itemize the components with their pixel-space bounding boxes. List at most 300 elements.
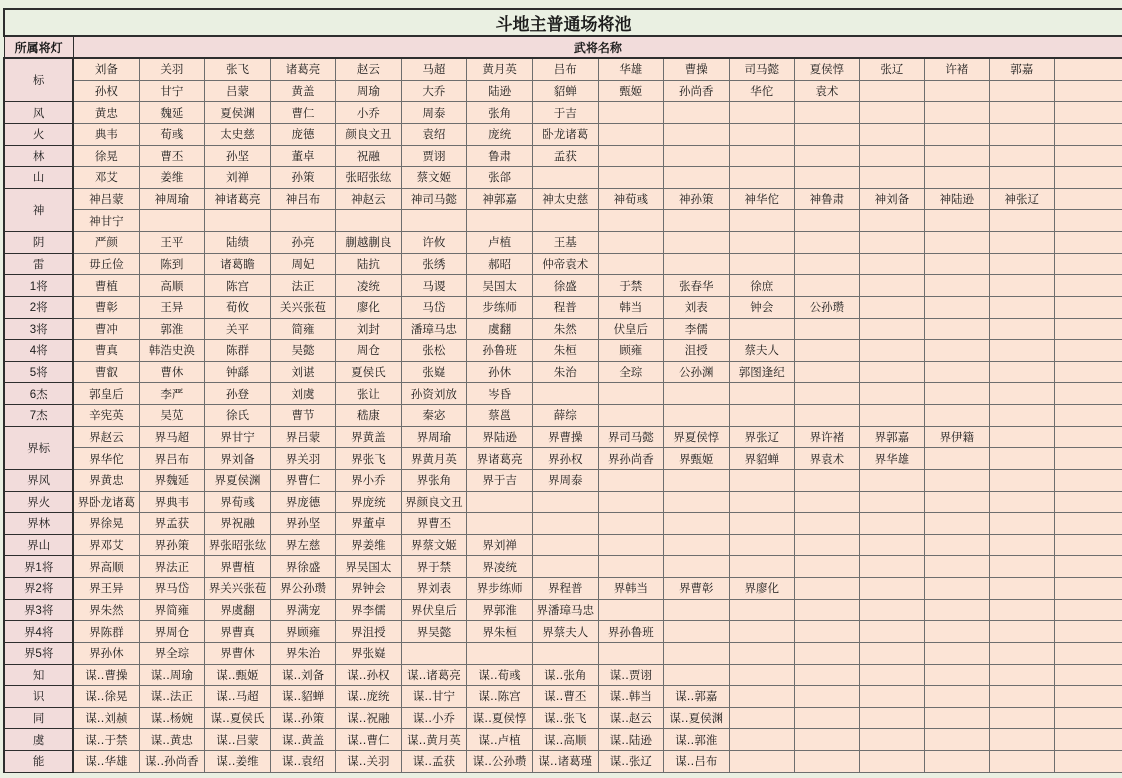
empty-cell bbox=[663, 167, 729, 189]
empty-cell bbox=[532, 556, 598, 578]
general-cell: 公孙渊 bbox=[663, 361, 729, 383]
general-cell: 袁绍 bbox=[401, 123, 467, 145]
general-cell: 神郭嘉 bbox=[467, 188, 533, 210]
general-cell: 界徐盛 bbox=[270, 556, 335, 578]
empty-cell bbox=[924, 642, 989, 664]
empty-cell bbox=[1054, 556, 1122, 578]
general-cell: 神周瑜 bbox=[139, 188, 205, 210]
empty-cell bbox=[663, 383, 729, 405]
empty-cell bbox=[663, 405, 729, 427]
general-cell: 孙休 bbox=[467, 361, 533, 383]
empty-cell bbox=[729, 253, 794, 275]
empty-cell bbox=[859, 556, 924, 578]
general-cell: 朱桓 bbox=[532, 340, 598, 362]
general-cell: 谋‥曹操 bbox=[73, 664, 139, 686]
empty-cell bbox=[989, 686, 1054, 708]
empty-cell bbox=[663, 102, 729, 124]
general-cell: 周仓 bbox=[336, 340, 401, 362]
general-cell: 界庞统 bbox=[336, 491, 401, 513]
empty-cell bbox=[598, 123, 663, 145]
general-cell: 谋‥黄月英 bbox=[401, 729, 467, 751]
general-cell: 廖化 bbox=[336, 296, 401, 318]
empty-cell bbox=[989, 426, 1054, 448]
empty-cell bbox=[989, 340, 1054, 362]
general-cell: 黄盖 bbox=[270, 80, 335, 102]
general-cell: 神荀彧 bbox=[598, 188, 663, 210]
general-cell: 界夏侯惇 bbox=[663, 426, 729, 448]
general-cell: 谋‥袁绍 bbox=[270, 751, 335, 773]
empty-cell bbox=[794, 167, 859, 189]
table-row bbox=[4, 232, 1122, 254]
general-cell: 贾诩 bbox=[401, 145, 467, 167]
general-cell: 界沮授 bbox=[336, 621, 401, 643]
general-cell: 马超 bbox=[401, 58, 467, 80]
general-cell: 谋‥于禁 bbox=[73, 729, 139, 751]
empty-cell bbox=[401, 642, 467, 664]
empty-cell bbox=[663, 145, 729, 167]
general-cell: 神赵云 bbox=[336, 188, 401, 210]
empty-cell bbox=[989, 729, 1054, 751]
empty-cell bbox=[859, 102, 924, 124]
general-cell: 岑昏 bbox=[467, 383, 533, 405]
general-cell: 界关羽 bbox=[270, 448, 335, 470]
general-cell: 魏延 bbox=[139, 102, 205, 124]
empty-cell bbox=[729, 621, 794, 643]
empty-cell bbox=[989, 599, 1054, 621]
general-cell: 辛宪英 bbox=[73, 405, 139, 427]
general-cell: 姜维 bbox=[139, 167, 205, 189]
general-cell: 郭皇后 bbox=[73, 383, 139, 405]
general-cell: 周泰 bbox=[401, 102, 467, 124]
general-cell: 谋‥杨婉 bbox=[139, 707, 205, 729]
empty-cell bbox=[989, 232, 1054, 254]
empty-cell bbox=[924, 275, 989, 297]
empty-cell bbox=[989, 448, 1054, 470]
general-cell: 刘禅 bbox=[205, 167, 271, 189]
general-cell: 界伊籍 bbox=[924, 426, 989, 448]
empty-cell bbox=[794, 707, 859, 729]
table-row bbox=[4, 664, 1122, 686]
general-cell: 神华佗 bbox=[729, 188, 794, 210]
table-row bbox=[4, 210, 1122, 232]
general-cell: 谋‥马超 bbox=[205, 686, 271, 708]
general-cell: 关羽 bbox=[139, 58, 205, 80]
empty-cell bbox=[1054, 102, 1122, 124]
empty-cell bbox=[989, 80, 1054, 102]
empty-cell bbox=[859, 642, 924, 664]
empty-cell bbox=[924, 664, 989, 686]
empty-cell bbox=[598, 556, 663, 578]
empty-cell bbox=[924, 534, 989, 556]
general-cell: 高顺 bbox=[139, 275, 205, 297]
general-cell: 谋‥庞统 bbox=[336, 686, 401, 708]
general-cell: 界马超 bbox=[139, 426, 205, 448]
empty-cell bbox=[663, 491, 729, 513]
empty-cell bbox=[794, 621, 859, 643]
empty-cell bbox=[794, 405, 859, 427]
empty-cell bbox=[924, 556, 989, 578]
empty-cell bbox=[924, 145, 989, 167]
table-row bbox=[4, 513, 1122, 535]
general-cell: 曹冲 bbox=[73, 318, 139, 340]
general-cell: 华雄 bbox=[598, 58, 663, 80]
empty-cell bbox=[794, 664, 859, 686]
empty-cell bbox=[729, 707, 794, 729]
general-cell: 界于吉 bbox=[467, 469, 533, 491]
empty-cell bbox=[794, 210, 859, 232]
general-cell: 刘备 bbox=[73, 58, 139, 80]
general-cell: 秦宓 bbox=[401, 405, 467, 427]
empty-cell bbox=[663, 664, 729, 686]
general-cell: 界张飞 bbox=[336, 448, 401, 470]
empty-cell bbox=[859, 664, 924, 686]
general-cell: 甄姬 bbox=[598, 80, 663, 102]
table-row bbox=[4, 145, 1122, 167]
general-cell: 卧龙诸葛 bbox=[532, 123, 598, 145]
group-label: 火 bbox=[4, 123, 73, 145]
general-cell: 神吕布 bbox=[270, 188, 335, 210]
empty-cell bbox=[598, 642, 663, 664]
empty-cell bbox=[924, 469, 989, 491]
group-label: 同 bbox=[4, 707, 73, 729]
empty-cell bbox=[859, 167, 924, 189]
empty-cell bbox=[1054, 275, 1122, 297]
empty-cell bbox=[924, 383, 989, 405]
general-cell: 祝融 bbox=[336, 145, 401, 167]
general-cell: 界貂蝉 bbox=[729, 448, 794, 470]
empty-cell bbox=[924, 491, 989, 513]
general-cell: 董卓 bbox=[270, 145, 335, 167]
empty-cell bbox=[729, 686, 794, 708]
general-cell: 界刘备 bbox=[205, 448, 271, 470]
table-row bbox=[4, 405, 1122, 427]
general-cell: 钟会 bbox=[729, 296, 794, 318]
general-cell: 朱然 bbox=[532, 318, 598, 340]
empty-cell bbox=[859, 578, 924, 600]
table-row bbox=[4, 686, 1122, 708]
empty-cell bbox=[1054, 145, 1122, 167]
page-title: 斗地主普通场将池 bbox=[4, 9, 1122, 36]
general-cell: 嵇康 bbox=[336, 405, 401, 427]
general-cell: 界孟获 bbox=[139, 513, 205, 535]
empty-cell bbox=[532, 513, 598, 535]
general-cell: 谋‥貂蝉 bbox=[270, 686, 335, 708]
general-cell: 界张角 bbox=[401, 469, 467, 491]
general-cell: 陆绩 bbox=[205, 232, 271, 254]
general-cell: 谋‥公孙瓒 bbox=[467, 751, 533, 773]
empty-cell bbox=[924, 253, 989, 275]
general-cell: 刘表 bbox=[663, 296, 729, 318]
general-cell: 张郃 bbox=[467, 167, 533, 189]
general-cell: 于吉 bbox=[532, 102, 598, 124]
general-cell: 王基 bbox=[532, 232, 598, 254]
general-cell: 谋‥韩当 bbox=[598, 686, 663, 708]
empty-cell bbox=[1054, 167, 1122, 189]
empty-cell bbox=[924, 167, 989, 189]
empty-cell bbox=[794, 491, 859, 513]
empty-cell bbox=[729, 469, 794, 491]
general-cell: 张昭张纮 bbox=[336, 167, 401, 189]
empty-cell bbox=[663, 513, 729, 535]
general-cell: 凌统 bbox=[336, 275, 401, 297]
general-cell: 界华雄 bbox=[859, 448, 924, 470]
empty-cell bbox=[1054, 296, 1122, 318]
empty-cell bbox=[989, 534, 1054, 556]
general-cell: 界邓艾 bbox=[73, 534, 139, 556]
empty-cell bbox=[794, 729, 859, 751]
table-row bbox=[4, 751, 1122, 773]
general-cell: 谋‥孙策 bbox=[270, 707, 335, 729]
general-cell: 界庞德 bbox=[270, 491, 335, 513]
group-label: 山 bbox=[4, 167, 73, 189]
empty-cell bbox=[859, 621, 924, 643]
general-cell: 界关兴张苞 bbox=[205, 578, 271, 600]
empty-cell bbox=[794, 556, 859, 578]
empty-cell bbox=[1054, 123, 1122, 145]
general-cell: 神诸葛亮 bbox=[205, 188, 271, 210]
empty-cell bbox=[1054, 80, 1122, 102]
general-cell: 谋‥诸葛亮 bbox=[401, 664, 467, 686]
title-row bbox=[4, 9, 1122, 36]
group-label: 界山 bbox=[4, 534, 73, 556]
empty-cell bbox=[859, 469, 924, 491]
general-cell: 庞统 bbox=[467, 123, 533, 145]
general-cell: 界满宠 bbox=[270, 599, 335, 621]
empty-cell bbox=[467, 491, 533, 513]
group-label: 虞 bbox=[4, 729, 73, 751]
general-cell: 大乔 bbox=[401, 80, 467, 102]
empty-cell bbox=[859, 513, 924, 535]
general-cell: 吴懿 bbox=[270, 340, 335, 362]
general-cell: 界曹真 bbox=[205, 621, 271, 643]
empty-cell bbox=[859, 686, 924, 708]
empty-cell bbox=[1054, 232, 1122, 254]
empty-cell bbox=[794, 145, 859, 167]
empty-cell bbox=[794, 513, 859, 535]
general-cell: 貂蝉 bbox=[532, 80, 598, 102]
empty-cell bbox=[729, 102, 794, 124]
group-label: 界5将 bbox=[4, 642, 73, 664]
general-cell: 谋‥卢植 bbox=[467, 729, 533, 751]
header-group-column: 所属将灯 bbox=[4, 36, 73, 58]
empty-cell bbox=[270, 210, 335, 232]
general-cell: 陈宫 bbox=[205, 275, 271, 297]
empty-cell bbox=[1054, 578, 1122, 600]
general-cell: 蔡邕 bbox=[467, 405, 533, 427]
empty-cell bbox=[532, 534, 598, 556]
general-cell: 薛综 bbox=[532, 405, 598, 427]
general-cell: 谋‥张辽 bbox=[598, 751, 663, 773]
general-cell: 曹植 bbox=[73, 275, 139, 297]
empty-cell bbox=[989, 707, 1054, 729]
empty-cell bbox=[989, 102, 1054, 124]
table-row bbox=[4, 491, 1122, 513]
general-cell: 界公孙瓒 bbox=[270, 578, 335, 600]
table-row bbox=[4, 707, 1122, 729]
empty-cell bbox=[859, 361, 924, 383]
general-cell: 界张嶷 bbox=[336, 642, 401, 664]
general-cell: 孟获 bbox=[532, 145, 598, 167]
general-cell: 界孙休 bbox=[73, 642, 139, 664]
empty-cell bbox=[794, 275, 859, 297]
empty-cell bbox=[598, 145, 663, 167]
empty-cell bbox=[598, 513, 663, 535]
empty-cell bbox=[598, 469, 663, 491]
empty-cell bbox=[794, 578, 859, 600]
general-cell: 袁术 bbox=[794, 80, 859, 102]
general-cell: 神太史慈 bbox=[532, 188, 598, 210]
general-cell: 界姜维 bbox=[336, 534, 401, 556]
empty-cell bbox=[1054, 469, 1122, 491]
general-pool-table bbox=[3, 8, 1122, 773]
general-cell: 蔡文姬 bbox=[401, 167, 467, 189]
group-label: 界2将 bbox=[4, 578, 73, 600]
general-cell: 界袁术 bbox=[794, 448, 859, 470]
table-row bbox=[4, 469, 1122, 491]
empty-cell bbox=[1054, 253, 1122, 275]
empty-cell bbox=[989, 383, 1054, 405]
empty-cell bbox=[859, 210, 924, 232]
empty-cell bbox=[794, 123, 859, 145]
empty-cell bbox=[205, 210, 271, 232]
empty-cell bbox=[729, 145, 794, 167]
general-cell: 界孙坚 bbox=[270, 513, 335, 535]
general-cell: 界韩当 bbox=[598, 578, 663, 600]
empty-cell bbox=[1054, 534, 1122, 556]
general-cell: 界吴懿 bbox=[401, 621, 467, 643]
table-row bbox=[4, 296, 1122, 318]
empty-cell bbox=[1054, 188, 1122, 210]
empty-cell bbox=[989, 642, 1054, 664]
general-cell: 司马懿 bbox=[729, 58, 794, 80]
empty-cell bbox=[859, 80, 924, 102]
empty-cell bbox=[729, 167, 794, 189]
general-cell: 界卧龙诸葛 bbox=[73, 491, 139, 513]
general-cell: 界黄月英 bbox=[401, 448, 467, 470]
general-cell: 刘谌 bbox=[270, 361, 335, 383]
general-cell: 谋‥周瑜 bbox=[139, 664, 205, 686]
general-cell: 步练师 bbox=[467, 296, 533, 318]
general-cell: 界徐晃 bbox=[73, 513, 139, 535]
empty-cell bbox=[859, 405, 924, 427]
general-cell: 谋‥关羽 bbox=[336, 751, 401, 773]
table-row bbox=[4, 729, 1122, 751]
general-cell: 谋‥孙尚香 bbox=[139, 751, 205, 773]
empty-cell bbox=[598, 253, 663, 275]
general-cell: 界华佗 bbox=[73, 448, 139, 470]
empty-cell bbox=[1054, 621, 1122, 643]
empty-cell bbox=[989, 405, 1054, 427]
general-cell: 谋‥夏侯惇 bbox=[467, 707, 533, 729]
empty-cell bbox=[989, 275, 1054, 297]
general-cell: 谋‥曹丕 bbox=[532, 686, 598, 708]
empty-cell bbox=[1054, 707, 1122, 729]
general-cell: 谋‥黄盖 bbox=[270, 729, 335, 751]
empty-cell bbox=[663, 123, 729, 145]
empty-cell bbox=[1054, 210, 1122, 232]
general-cell: 张绣 bbox=[401, 253, 467, 275]
general-cell: 鲁肃 bbox=[467, 145, 533, 167]
empty-cell bbox=[139, 210, 205, 232]
general-cell: 界荀彧 bbox=[205, 491, 271, 513]
empty-cell bbox=[663, 556, 729, 578]
general-cell: 伏皇后 bbox=[598, 318, 663, 340]
general-cell: 界黄盖 bbox=[336, 426, 401, 448]
general-cell: 界小乔 bbox=[336, 469, 401, 491]
general-cell: 郭嘉 bbox=[989, 58, 1054, 80]
general-cell: 吴国太 bbox=[467, 275, 533, 297]
general-cell: 界曹植 bbox=[205, 556, 271, 578]
table-row bbox=[4, 426, 1122, 448]
general-cell: 界曹丕 bbox=[401, 513, 467, 535]
empty-cell bbox=[989, 210, 1054, 232]
general-cell: 法正 bbox=[270, 275, 335, 297]
table-row bbox=[4, 318, 1122, 340]
group-label: 界3将 bbox=[4, 599, 73, 621]
general-cell: 界魏延 bbox=[139, 469, 205, 491]
empty-cell bbox=[663, 642, 729, 664]
general-cell: 张角 bbox=[467, 102, 533, 124]
group-label: 界1将 bbox=[4, 556, 73, 578]
empty-cell bbox=[794, 318, 859, 340]
general-cell: 徐盛 bbox=[532, 275, 598, 297]
empty-cell bbox=[663, 232, 729, 254]
table-row bbox=[4, 534, 1122, 556]
table-row bbox=[4, 167, 1122, 189]
empty-cell bbox=[859, 599, 924, 621]
empty-cell bbox=[729, 383, 794, 405]
general-cell: 孙鲁班 bbox=[467, 340, 533, 362]
general-cell: 张松 bbox=[401, 340, 467, 362]
empty-cell bbox=[794, 102, 859, 124]
general-cell: 张春华 bbox=[663, 275, 729, 297]
general-cell: 华佗 bbox=[729, 80, 794, 102]
empty-cell bbox=[598, 534, 663, 556]
general-cell: 夏侯渊 bbox=[205, 102, 271, 124]
general-cell: 谋‥吕蒙 bbox=[205, 729, 271, 751]
general-cell: 王异 bbox=[139, 296, 205, 318]
empty-cell bbox=[729, 729, 794, 751]
group-label: 7杰 bbox=[4, 405, 73, 427]
empty-cell bbox=[924, 513, 989, 535]
general-cell: 曹真 bbox=[73, 340, 139, 362]
empty-cell bbox=[1054, 751, 1122, 773]
empty-cell bbox=[859, 123, 924, 145]
empty-cell bbox=[729, 642, 794, 664]
group-label: 1将 bbox=[4, 275, 73, 297]
general-cell: 陆逊 bbox=[467, 80, 533, 102]
general-cell: 谋‥姜维 bbox=[205, 751, 271, 773]
empty-cell bbox=[989, 751, 1054, 773]
empty-cell bbox=[989, 578, 1054, 600]
group-label: 界风 bbox=[4, 469, 73, 491]
general-cell: 神司马懿 bbox=[401, 188, 467, 210]
general-cell: 黄月英 bbox=[467, 58, 533, 80]
general-cell: 许攸 bbox=[401, 232, 467, 254]
table-row bbox=[4, 102, 1122, 124]
table-row bbox=[4, 253, 1122, 275]
general-cell: 郭淮 bbox=[139, 318, 205, 340]
general-cell: 太史慈 bbox=[205, 123, 271, 145]
empty-cell bbox=[924, 123, 989, 145]
general-cell: 夏侯氏 bbox=[336, 361, 401, 383]
general-cell: 陈到 bbox=[139, 253, 205, 275]
empty-cell bbox=[1054, 491, 1122, 513]
general-cell: 界赵云 bbox=[73, 426, 139, 448]
general-cell: 谋‥刘备 bbox=[270, 664, 335, 686]
table-row bbox=[4, 340, 1122, 362]
general-cell: 界周仓 bbox=[139, 621, 205, 643]
